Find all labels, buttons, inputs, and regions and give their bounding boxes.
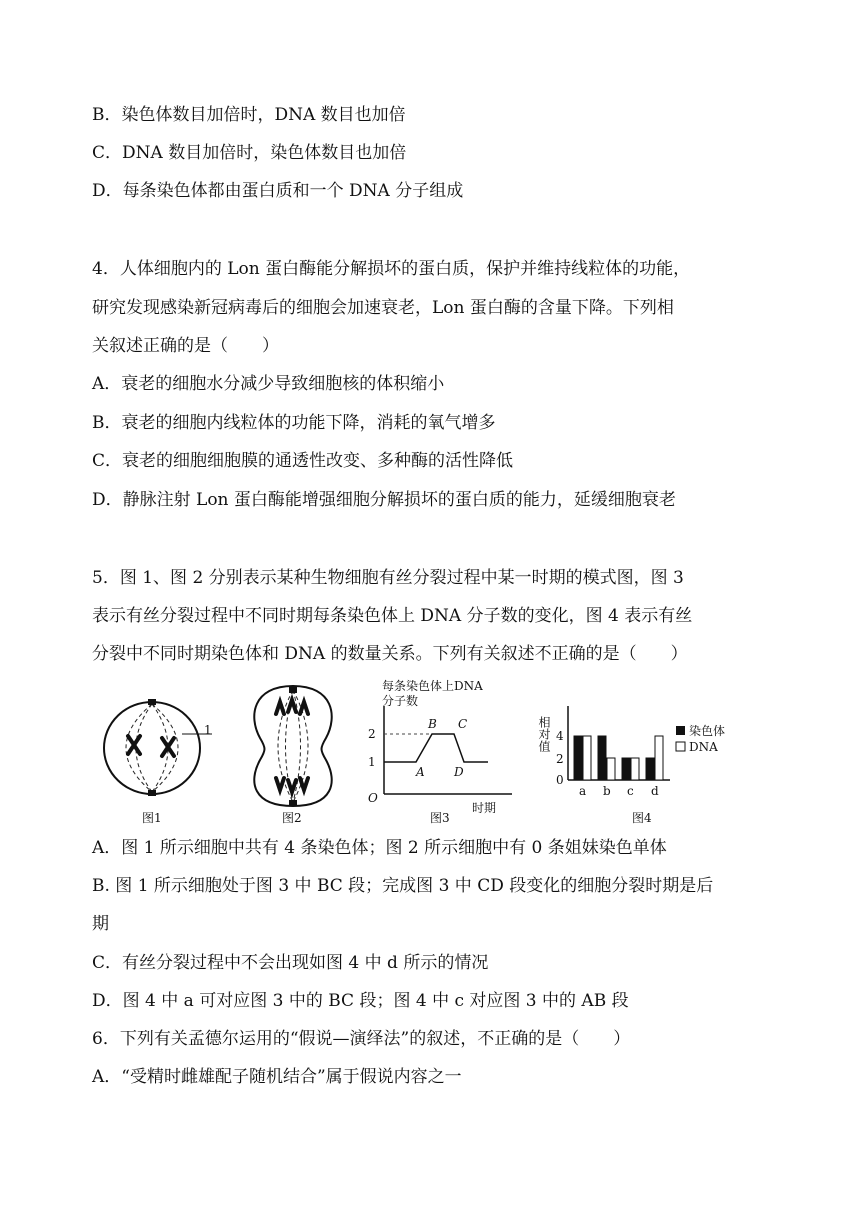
fig4-bar-a-dna (583, 736, 591, 780)
legend-label-chromosome: 染色体 (689, 724, 726, 738)
fig1-caption: 图1 (142, 811, 162, 825)
fig4-bar-d-dna (655, 736, 663, 780)
text-line-q5-stem-1: 5．图 1、图 2 分别表示某种生物细胞有丝分裂过程中某一时期的模式图，图 3 (92, 568, 684, 588)
legend-label-dna: DNA (689, 740, 718, 754)
fig4-ylabel: 相对值 (537, 716, 551, 752)
fig4-bar-a-chromosome (574, 736, 582, 780)
text-line-q4-b: B．衰老的细胞内线粒体的功能下降，消耗的氧气增多 (92, 413, 496, 433)
text-line-q4-d: D．静脉注射 Lon 蛋白酶能增强细胞分解损坏的蛋白质的能力，延缓细胞衰老 (92, 490, 676, 510)
fig3-label-b: B (428, 717, 437, 731)
text-line-q6-stem: 6．下列有关孟德尔运用的“假说—演绎法”的叙述，不正确的是（ ） (92, 1029, 631, 1049)
fig4-bars (574, 736, 663, 798)
fig3-dna-per-chromosome-line (384, 734, 488, 762)
figure-1 (100, 676, 220, 828)
chromosomes-bottom (276, 778, 308, 792)
text-line-q5-stem-2: 表示有丝分裂过程中不同时期每条染色体上 DNA 分子数的变化，图 4 表示有丝 (92, 606, 693, 626)
fig4-bar-b-dna (607, 758, 615, 780)
text-line-q6-a: A．“受精时雌雄配子随机结合”属于假说内容之一 (92, 1067, 462, 1087)
text-line-q3-d: D．每条染色体都由蛋白质和一个 DNA 分子组成 (92, 181, 464, 201)
text-line-q4-stem-3: 关叙述正确的是（ ） (92, 336, 279, 356)
fig4-category-label-a: a (579, 784, 587, 798)
fig4-bar-b-chromosome (598, 736, 606, 780)
fig4-origin: 0 (556, 773, 564, 787)
text-line-q5-d: D．图 4 中 a 可对应图 3 中的 BC 段；图 4 中 c 对应图 3 中的 AB 段 (92, 991, 629, 1011)
figure-4-bar-chart (537, 676, 760, 828)
legend-swatch-dna (676, 742, 685, 751)
text-line-q5-b-1: B. 图 1 所示细胞处于图 3 中 BC 段；完成图 3 中 CD 段变化的细胞分裂时期是后 (92, 876, 714, 896)
fig3-origin: O (368, 791, 378, 805)
figure-row (100, 676, 780, 828)
fig3-caption: 图3 (430, 811, 450, 825)
pointer-label: 1 (204, 723, 212, 737)
fig4-ytick-2: 2 (556, 752, 564, 766)
text-line-q5-c: C．有丝分裂过程中不会出现如图 4 中 d 所示的情况 (92, 953, 489, 973)
text-line-q5-stem-3: 分裂中不同时期染色体和 DNA 的数量关系。下列有关叙述不正确的是（ ） (92, 644, 688, 664)
text-line-q4-a: A．衰老的细胞水分减少导致细胞核的体积缩小 (92, 374, 445, 394)
fig3-series-line (384, 734, 488, 762)
fig4-bar-c-chromosome (622, 758, 630, 780)
text-line-q4-stem-1: 4．人体细胞内的 Lon 蛋白酶能分解损坏的蛋白质，保护并维持线粒体的功能， (92, 259, 691, 279)
text-line-q3-c: C．DNA 数目加倍时，染色体数目也加倍 (92, 143, 407, 163)
fig4-bar-d-chromosome (646, 758, 654, 780)
text-line-q4-stem-2: 研究发现感染新冠病毒后的细胞会加速衰老，Lon 蛋白酶的含量下降。下列相 (92, 298, 674, 318)
legend-swatch-chromosome (676, 726, 685, 735)
fig3-label-d: D (454, 765, 464, 779)
fig3-label-c: C (458, 717, 468, 731)
fig4-bar-c-dna (631, 758, 639, 780)
text-line-q5-b-2: 期 (92, 914, 109, 934)
fig3-label-a: A (416, 765, 425, 779)
fig3-ytick-1: 1 (368, 755, 376, 769)
text-line-q3-b: B．染色体数目加倍时，DNA 数目也加倍 (92, 105, 406, 125)
fig4-caption: 图4 (632, 811, 652, 825)
figure-2 (238, 676, 348, 828)
fig3-xlabel: 时期 (472, 801, 497, 815)
fig4-ytick-4: 4 (556, 729, 564, 743)
fig2-caption: 图2 (282, 811, 302, 825)
text-line-q4-c: C．衰老的细胞细胞膜的通透性改变、多种酶的活性降低 (92, 451, 514, 471)
fig4-category-label-b: b (603, 784, 611, 798)
fig3-ytick-2: 2 (368, 727, 376, 741)
chromosomes-top (276, 700, 308, 714)
cell-membrane (104, 702, 200, 794)
fig4-category-label-d: d (651, 784, 659, 798)
fig3-ylabel-2: 分子数 (382, 694, 419, 708)
fig4-category-label-c: c (627, 784, 634, 798)
fig3-ylabel-1: 每条染色体上DNA (382, 679, 483, 693)
figure-3-line-chart (362, 676, 522, 828)
text-line-q5-a: A．图 1 所示细胞中共有 4 条染色体；图 2 所示细胞中有 0 条姐妹染色单体 (92, 838, 667, 858)
